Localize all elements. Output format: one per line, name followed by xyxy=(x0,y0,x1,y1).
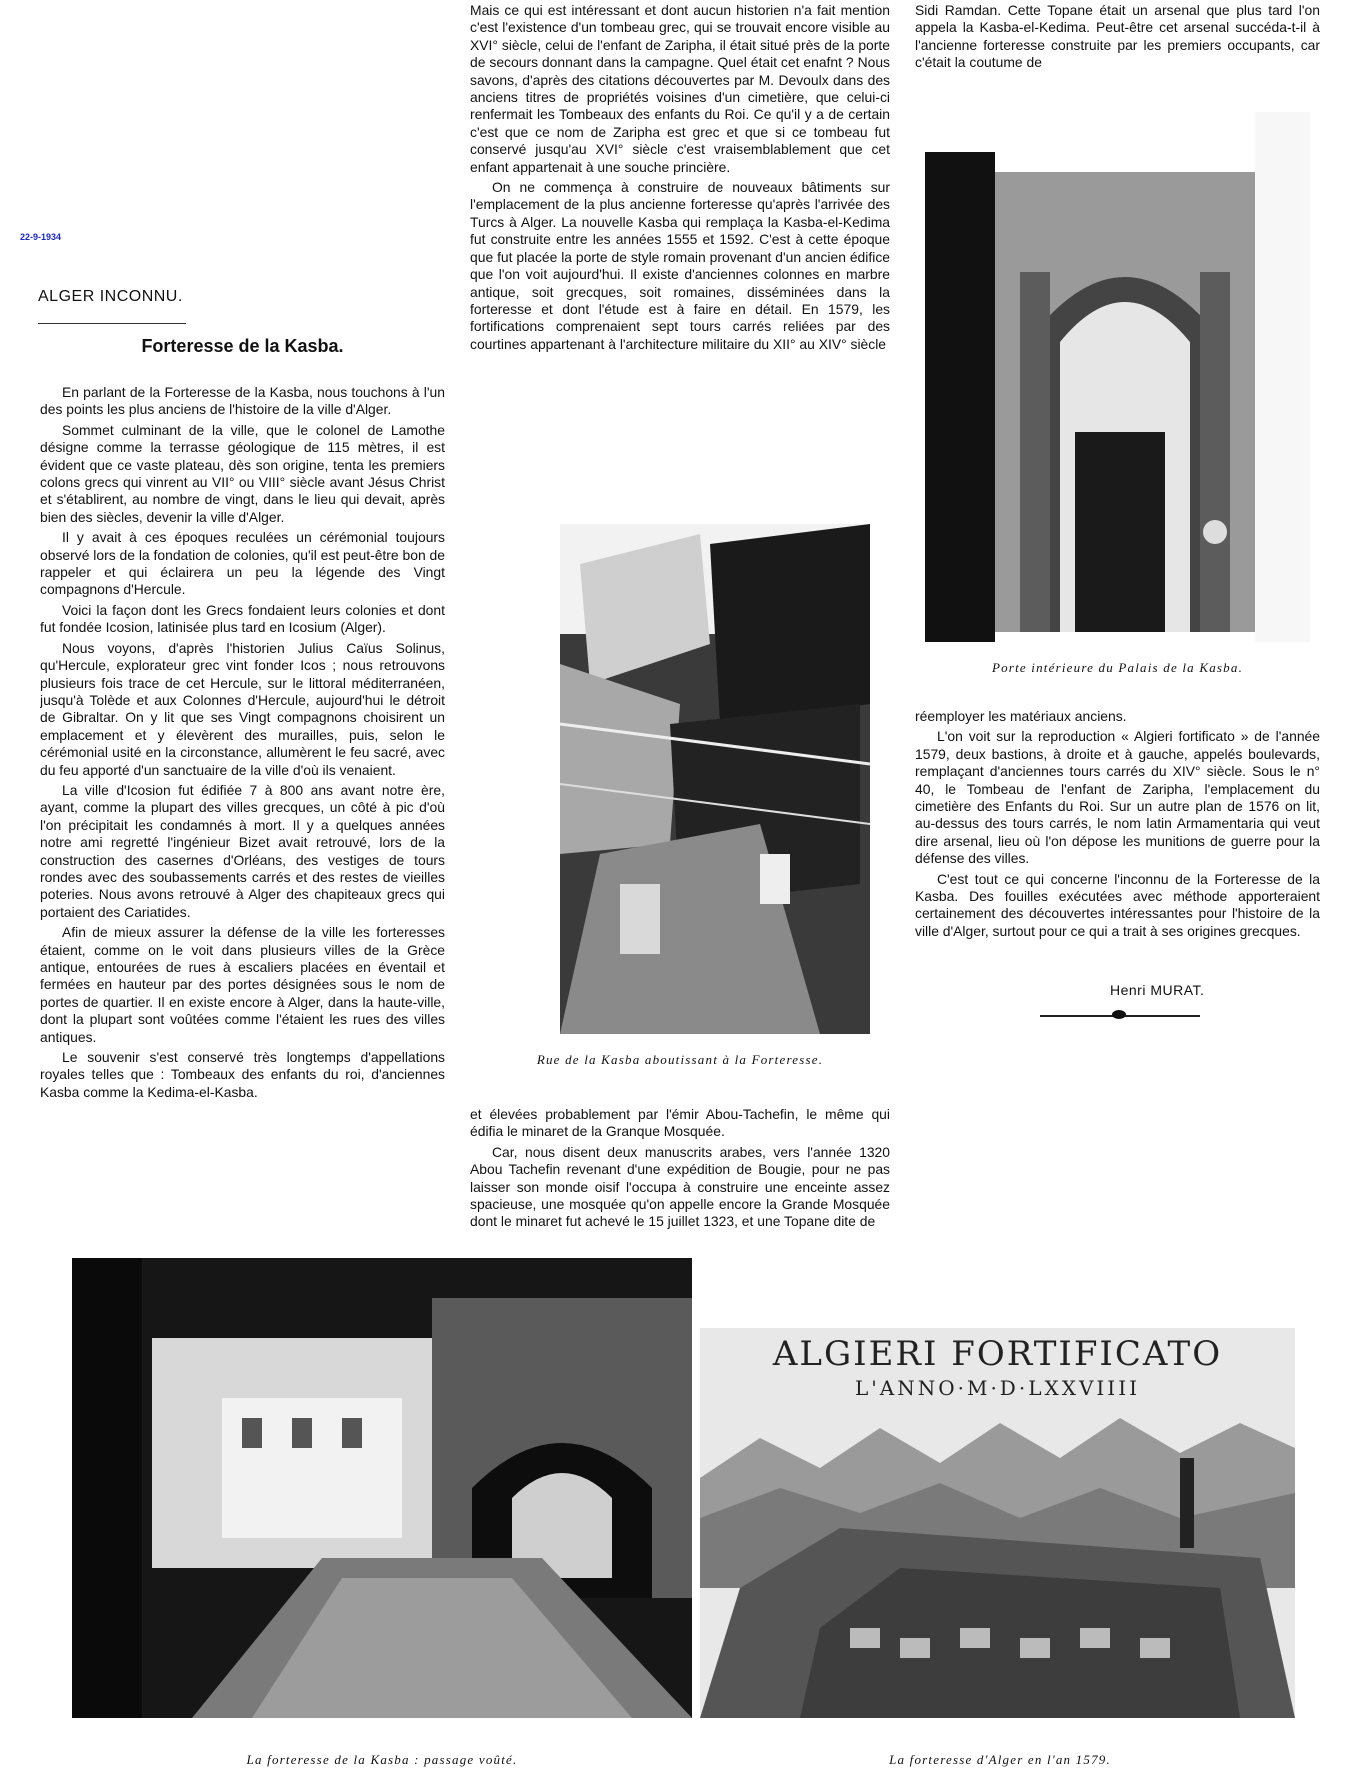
paragraph: Sommet culminant de la ville, que le colonel de Lamothe désigne comme la terrasse géologique de 115 mètres, il est évident que ce vaste plateau, dès son origine, tenta les premiers colons grecs qui vinrent au VII° ou VIII° siècle avant Jésus Christ et s'établirent, au nombre de vingt, dans le lieu qui devait, après bien des siècles, devenir la ville d'Alger. xyxy=(40,421,445,525)
article-title: Forteresse de la Kasba. xyxy=(141,336,344,356)
photo-door xyxy=(925,112,1310,642)
paragraph: Sidi Ramdan. Cette Topane était un arsenal que plus tard l'on appela la Kasba-el-Kedima. Peut-être cet arsenal succéda-t-il à l'ancienne forteresse construite par les premiers occupants, car c'était la coutume de xyxy=(915,2,1320,71)
paragraph: Le souvenir s'est conservé très longtemps d'appellations royales telles que : Tombeaux des enfants du roi, d'anciennes Kasba comme la Kedima-el-Kasba. xyxy=(40,1049,445,1100)
map-title: ALGIERI FORTIFICATO xyxy=(772,1334,1223,1374)
rubric: ALGER INCONNU. xyxy=(38,288,183,305)
column-2-top xyxy=(470,2,890,472)
paragraph: Voici la façon dont les Grecs fondaient leurs colonies et dont fut fondée Icosion, latinisée plus tard en Icosium (Alger). xyxy=(40,601,445,636)
paragraph: Il y avait à ces époques reculées un cérémonial toujours observé lors de la fondation de colonies, qu'il est peut-être bon de rappeler et qui éclairera un peu la légende des Vingt compagnons d'Hercule. xyxy=(40,529,445,598)
column-3-top xyxy=(915,2,1320,102)
column-1 xyxy=(40,384,445,1254)
date-stamp: 22-9-1934 xyxy=(20,232,62,242)
paragraph: Afin de mieux assurer la défense de la ville les forteresses étaient, comme on le voit dans plusieurs villes de la Grèce antique, entourées de rues à escaliers placées en éventail et fermées en hauteur par des portes désignées sous le nom de portes de quartier. Il en existe encore à Alger, dans la haute-ville, dont la plupart sont voûtées comme l'étaient les rues des villes antiques. xyxy=(40,924,445,1045)
paragraph: En parlant de la Forteresse de la Kasba, nous touchons à l'un des points les plus anciens de l'histoire de la ville d'Alger. xyxy=(40,384,445,418)
column-3-bottom xyxy=(915,708,1320,958)
paragraph: On ne commença à construire de nouveaux bâtiments sur l'emplacement de la plus ancienne forteresse qu'après l'arrivée des Turcs à Alger. La nouvelle Kasba qui remplaça la Kasba-el-Kedima fut construite entre les années 1555 et 1592. C'est à cette époque que fut placée la porte de style romain provenant d'un ancien édifice que l'on voit aujourd'hui. Il existe d'anciennes colonnes en marbre antique, soit grecques, soit romaines, disséminées dans la forteresse et dont l'étude est à faire en détail. En 1579, les fortifications comprenaient sept tours carrés reliées par des courtines appartenant à l'architecture militaire du XII° au XIV° siècle xyxy=(470,179,890,352)
paragraph: réemployer les matériaux anciens. xyxy=(915,708,1127,724)
photo-vaulted-passage xyxy=(72,1258,692,1718)
paragraph: Nous voyons, d'après l'historien Julius Caïus Solinus, qu'Hercule, explorateur grec vint fonder Icos ; nous retrouvons plusieurs fois trace de cet Hercule, sur le littoral méditerranéen, jusqu'à Tolède et aux Colonnes d'Hercule, aujourd'hui le détroit de Gibraltar. On y lit que ses Vingt compagnons choisirent un emplacement et y élevèrent des murailles, puis, selon le cérémonial usité en la circonstance, allumèrent le feu sacré, avec du feu apporté d'un sanctuaire de la ville d'où ils venaient. xyxy=(40,639,445,778)
paragraph: et élevées probablement par l'émir Abou-Tachefin, le même qui édifia le minaret de la Granque Mosquée. xyxy=(470,1106,890,1140)
map-subtitle: L'ANNO·M·D·LXXVIIII xyxy=(854,1376,1140,1400)
paragraph: L'on voit sur la reproduction « Algieri fortificato » de l'année 1579, deux bastions, à droite et à gauche, appelés boulevards, remplaçant d'anciennes tours carrés du XIV° siècle. Sous le n° 40, le Tombeau de l'enfant de Zaripha, l'emplacement du cimetière des Enfants du Roi. Sur un autre plan de 1576 on lit, au-dessus des tours carrés, le nom latin Armamentaria qui veut dire arsenal, lieu où l'on dépose les munitions de guerre pour la défense des villes. xyxy=(915,728,1320,867)
end-ornament xyxy=(1112,1010,1126,1019)
signature: Henri MURAT. xyxy=(1110,982,1205,998)
caption-map: La forteresse d'Alger en l'an 1579. xyxy=(889,1752,1111,1767)
map-algieri-1579 xyxy=(700,1328,1295,1718)
column-2-bottom xyxy=(470,1106,890,1261)
caption-door: Porte intérieure du Palais de la Kasba. xyxy=(991,660,1244,675)
rubric-underline xyxy=(38,323,186,324)
caption-passage: La forteresse de la Kasba : passage voûté. xyxy=(246,1752,518,1767)
paragraph: Car, nous disent deux manuscrits arabes, vers l'année 1320 Abou Tachefin revenant d'une expédition de Bougie, pour ne pas laisser son monde oisif l'occupa à construire une enceinte assez spacieuse, une mosquée qu'on appelle encore la Grande Mosquée dont le minaret fut achevé le 15 juillet 1323, et une Topane dite de xyxy=(470,1143,890,1230)
paragraph: La ville d'Icosion fut édifiée 7 à 800 ans avant notre ère, ayant, comme la plupart des villes grecques, un côté à pic d'où l'on précipitait les condamnés à mort. Il y a quelques années notre ami regretté l'ingénieur Bizet avait retrouvé, lors de la construction des casernes d'Orléans, des vestiges de tours rondes avec des soubassements carrés et des restes de vieilles poteries. Nous avons retrouvé à Alger des chapiteaux grecs qui portaient des Cariatides. xyxy=(40,781,445,920)
paragraph: Mais ce qui est intéressant et dont aucun historien n'a fait mention c'est l'existence d'un tombeau grec, qui se trouvait encore visible au XVI° siècle, celui de l'enfant de Zaripha, il était situé près de la porte de secours donnant dans la campagne. Quel était cet enafnt ? Nous savons, d'après des citations découvertes par M. Devoulx dans des anciens titres de propriétés voisines d'un cimetière, que celui-ci renfermait les Tombeaux des enfants du Roi. Ce qu'il y a de certain c'est que ce nom de Zaripha est grec et que si ce tombeau fut conservé jusqu'au XVI° siècle c'est vraisemblablement que cet enfant appartenait à une souche princière. xyxy=(470,2,890,175)
photo-street xyxy=(560,524,870,1034)
caption-street: Rue de la Kasba aboutissant à la Forteresse. xyxy=(536,1052,824,1067)
paragraph: C'est tout ce qui concerne l'inconnu de la Forteresse de la Kasba. Des fouilles exécutées avec méthode apporteraient certainement des découvertes intéressantes pour l'histoire de la ville d'Alger, surtout pour ce qui a trait à ses origines grecques. xyxy=(915,870,1320,939)
